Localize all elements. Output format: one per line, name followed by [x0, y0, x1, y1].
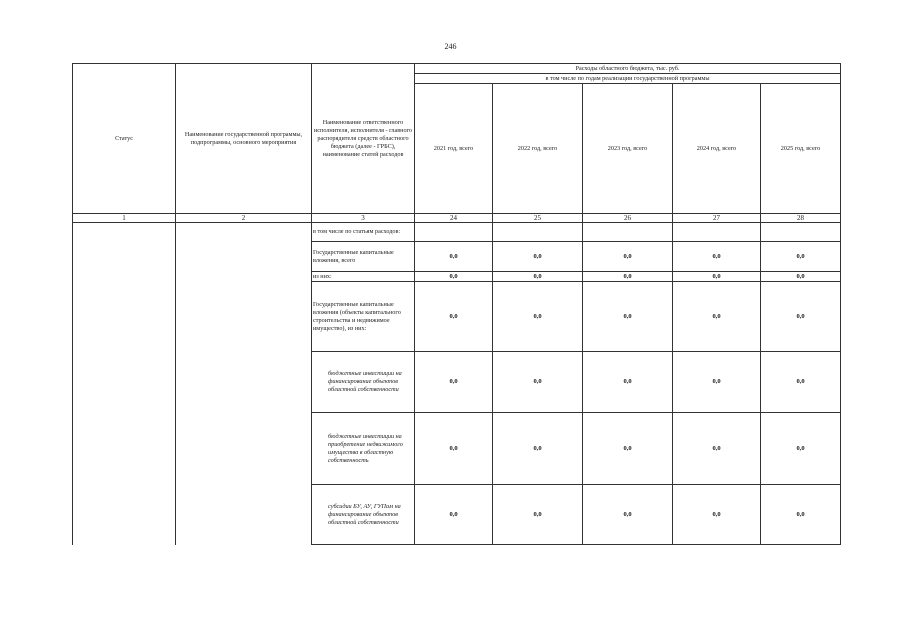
column-number: 1	[73, 214, 176, 223]
value-cell: 0,0	[761, 352, 841, 413]
value-cell: 0,0	[583, 282, 673, 352]
header-years-subtitle: в том числе по годам реализации государственной программы	[415, 74, 841, 84]
value-cell: 0,0	[493, 352, 583, 413]
value-cell	[493, 223, 583, 242]
header-year-2022: 2022 год, всего	[493, 84, 583, 214]
value-cell: 0,0	[673, 282, 761, 352]
table-row	[73, 223, 841, 242]
value-cell	[761, 223, 841, 242]
value-cell	[415, 223, 493, 242]
column-number: 2	[176, 214, 312, 223]
column-number: 28	[761, 214, 841, 223]
header-year-2025: 2025 год, всего	[761, 84, 841, 214]
row-label: в том числе по статьям расходов:	[312, 223, 415, 242]
value-cell: 0,0	[415, 282, 493, 352]
value-cell: 0,0	[761, 413, 841, 485]
value-cell: 0,0	[415, 485, 493, 545]
value-cell: 0,0	[673, 413, 761, 485]
value-cell: 0,0	[583, 352, 673, 413]
header-program-name: Наименование государственной программы, подпрограммы, основного мероприятия	[176, 64, 312, 214]
header-year-2023: 2023 год, всего	[583, 84, 673, 214]
header-executor: Наименование ответственного исполнителя, исполнителя - главного распорядителя средств областного бюджета (далее - ГРБС), наименование статей расходов	[312, 64, 415, 214]
value-cell: 0,0	[493, 282, 583, 352]
value-cell: 0,0	[673, 352, 761, 413]
page-number: 246	[444, 42, 457, 51]
row-label: бюджетные инвестиции на приобретение недвижимого имущества в областную собственность	[312, 413, 415, 485]
value-cell: 0,0	[673, 242, 761, 272]
value-cell: 0,0	[761, 485, 841, 545]
value-cell: 0,0	[761, 272, 841, 282]
column-number: 26	[583, 214, 673, 223]
header-status: Статус	[73, 64, 176, 214]
value-cell	[583, 223, 673, 242]
column-number: 25	[493, 214, 583, 223]
value-cell: 0,0	[761, 282, 841, 352]
value-cell: 0,0	[415, 413, 493, 485]
header-budget-title: Расходы областного бюджета, тыс. руб.	[415, 64, 841, 74]
value-cell: 0,0	[583, 485, 673, 545]
header-year-2021: 2021 год, всего	[415, 84, 493, 214]
value-cell: 0,0	[493, 242, 583, 272]
column-number: 3	[312, 214, 415, 223]
value-cell: 0,0	[415, 352, 493, 413]
status-cell	[73, 223, 176, 545]
value-cell: 0,0	[493, 272, 583, 282]
value-cell: 0,0	[673, 485, 761, 545]
row-label: из них:	[312, 272, 415, 282]
value-cell: 0,0	[583, 242, 673, 272]
budget-table	[72, 63, 841, 545]
value-cell: 0,0	[415, 272, 493, 282]
row-label: Государственные капитальные вложения, всего	[312, 242, 415, 272]
value-cell: 0,0	[583, 272, 673, 282]
value-cell: 0,0	[673, 272, 761, 282]
column-number: 27	[673, 214, 761, 223]
column-number-row	[73, 214, 841, 223]
row-label: субсидии БУ, АУ, ГУПам на финансирование объектов областной собственности	[312, 485, 415, 545]
value-cell: 0,0	[415, 242, 493, 272]
row-label: Государственные капитальные вложения (объекты капитального строительства и недвижимое имущество), из них:	[312, 282, 415, 352]
value-cell: 0,0	[583, 413, 673, 485]
value-cell: 0,0	[493, 413, 583, 485]
value-cell: 0,0	[761, 242, 841, 272]
column-number: 24	[415, 214, 493, 223]
header-year-2024: 2024 год, всего	[673, 84, 761, 214]
program-cell	[176, 223, 312, 545]
value-cell	[673, 223, 761, 242]
value-cell: 0,0	[493, 485, 583, 545]
row-label: бюджетные инвестиции на финансирование объектов областной собственности	[312, 352, 415, 413]
